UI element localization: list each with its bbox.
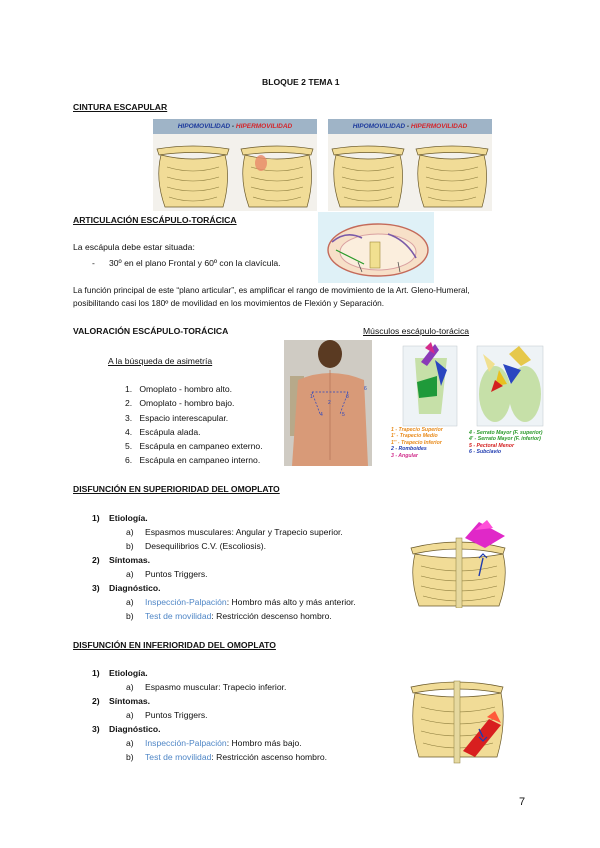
- list-item: 1. Omoplato - hombro alto.: [125, 384, 233, 394]
- figure-hipo-hiper-right: [328, 119, 492, 211]
- list-letter: b): [126, 611, 134, 621]
- sintomas-a: Puntos Triggers.: [145, 569, 208, 579]
- asimetria-subheading: A la búsqueda de asimetría: [108, 356, 213, 366]
- figure-back-photo: [284, 340, 372, 466]
- list-letter: a): [126, 569, 134, 579]
- figure-banner: HIPOMOVILIDAD - HIPERMOVILIDAD: [153, 119, 317, 134]
- skeleton-back-elevated-icon: [405, 518, 512, 608]
- list-item: 6. Escápula en campaneo interno.: [125, 455, 261, 466]
- articulacion-line1: La escápula debe estar situada:: [73, 242, 195, 252]
- diagnostico-a: Inspección-Palpación: Hombro más bajo.: [145, 738, 302, 748]
- thorax-cross-section-icon: [318, 212, 434, 283]
- list-letter: a): [126, 738, 134, 748]
- diagnostico-b: Test de movilidad: Restricción ascenso hombro.: [145, 752, 327, 762]
- list-letter: a): [126, 710, 134, 720]
- item-diagnostico: Diagnóstico.: [109, 583, 161, 593]
- list-number: 2): [92, 696, 100, 706]
- diagnostico-a: Inspección-Palpación: Hombro más alto y más anterior.: [145, 597, 356, 607]
- back-mark: 4: [320, 412, 323, 418]
- section-heading-inferioridad: DISFUNCIÓN EN INFERIORIDAD DEL OMOPLATO: [73, 640, 276, 650]
- list-number: 2): [92, 555, 100, 565]
- legend-item: 5 - Pectoral Menor: [469, 442, 514, 449]
- legend-item: 6 - Subclavio: [469, 449, 501, 456]
- legend-left: [391, 427, 466, 459]
- figure-muscles: [391, 340, 550, 466]
- figure-inferioridad: [405, 667, 510, 764]
- legend-item: 2 - Romboides: [391, 446, 427, 453]
- list-letter: a): [126, 527, 134, 537]
- list-letter: b): [126, 752, 134, 762]
- figure-thorax-section: [318, 212, 434, 283]
- legend-item: 3 - Angular: [391, 452, 418, 459]
- legend-item: 4' - Serrato Mayor (F. inferior): [469, 436, 541, 443]
- list-item: 5. Escápula en campaneo externo.: [125, 441, 263, 452]
- etiologia-a: Espasmos musculares: Angular y Trapecio superior.: [145, 527, 343, 537]
- list-item: 4. Escápula alada.: [125, 426, 201, 437]
- bullet-dash: -: [92, 258, 95, 268]
- item-etiologia: Etiología.: [109, 513, 148, 523]
- musculos-heading: Músculos escápulo-torácica: [363, 326, 470, 336]
- section-heading-cintura: CINTURA ESCAPULAR: [73, 102, 168, 112]
- item-sintomas: Síntomas.: [109, 696, 151, 706]
- item-diagnostico: Diagnóstico.: [109, 724, 161, 734]
- etiologia-b: Desequilibrios C.V. (Escoliosis).: [145, 541, 266, 551]
- back-mark: 5: [342, 412, 345, 418]
- page-number: 7: [519, 796, 526, 808]
- list-number: 1): [92, 668, 100, 678]
- diagnostico-b: Test de movilidad: Restricción descenso hombro.: [145, 611, 332, 621]
- skeleton-shoulders-icon: [153, 119, 317, 211]
- legend-item: 1 - Trapecio Superior: [391, 427, 443, 433]
- list-letter: b): [126, 541, 134, 551]
- articulacion-bullet: 30º en el plano Frontal y 60º con la clavícula.: [109, 258, 281, 268]
- back-mark: 1: [310, 394, 313, 400]
- item-sintomas: Síntomas.: [109, 555, 151, 565]
- asimetria-list: [125, 384, 285, 470]
- articulacion-para2: posibilitando casi los 180º de movilidad en los movimientos de Flexión y Separación.: [73, 298, 385, 308]
- back-mark: 2: [328, 400, 331, 406]
- skeleton-back-depressed-icon: [405, 667, 510, 764]
- figure-hipo-hiper-left: [153, 119, 317, 211]
- sintomas-a: Puntos Triggers.: [145, 710, 208, 720]
- skeleton-shoulders-icon: [328, 119, 492, 211]
- articulacion-para1: La función principal de este “plano articular”, es amplificar el rango de movimiento de la Art. Gleno-Humeral,: [73, 285, 470, 295]
- list-number: 3): [92, 583, 100, 593]
- legend-item: 1'' - Trapecio Inferior: [391, 439, 442, 446]
- figure-banner: HIPOMOVILIDAD - HIPERMOVILIDAD: [328, 119, 492, 134]
- section-heading-superioridad: DISFUNCIÓN EN SUPERIORIDAD DEL OMOPLATO: [73, 484, 280, 494]
- section-heading-articulacion: ARTICULACIÓN ESCÁPULO-TORÁCICA: [73, 215, 237, 225]
- item-etiologia: Etiología.: [109, 668, 148, 678]
- list-number: 1): [92, 513, 100, 523]
- list-letter: a): [126, 682, 134, 692]
- section-heading-valoracion: VALORACIÓN ESCÁPULO-TORÁCICA: [73, 326, 229, 336]
- etiologia-a: Espasmo muscular: Trapecio inferior.: [145, 682, 287, 692]
- legend-right: [469, 430, 550, 456]
- legend-item: 4 - Serrato Mayor (F. superior): [469, 430, 543, 436]
- list-item: 2. Omoplato - hombro bajo.: [125, 398, 235, 409]
- figure-superioridad: [405, 518, 512, 608]
- back-mark: 6: [364, 386, 367, 392]
- list-item: 3. Espacio interescapular.: [125, 412, 229, 423]
- list-letter: a): [126, 597, 134, 607]
- legend-item: 1' - Trapecio Medio: [391, 433, 438, 440]
- back-mark: 3: [346, 394, 349, 400]
- list-number: 3): [92, 724, 100, 734]
- page-title: BLOQUE 2 TEMA 1: [262, 77, 340, 87]
